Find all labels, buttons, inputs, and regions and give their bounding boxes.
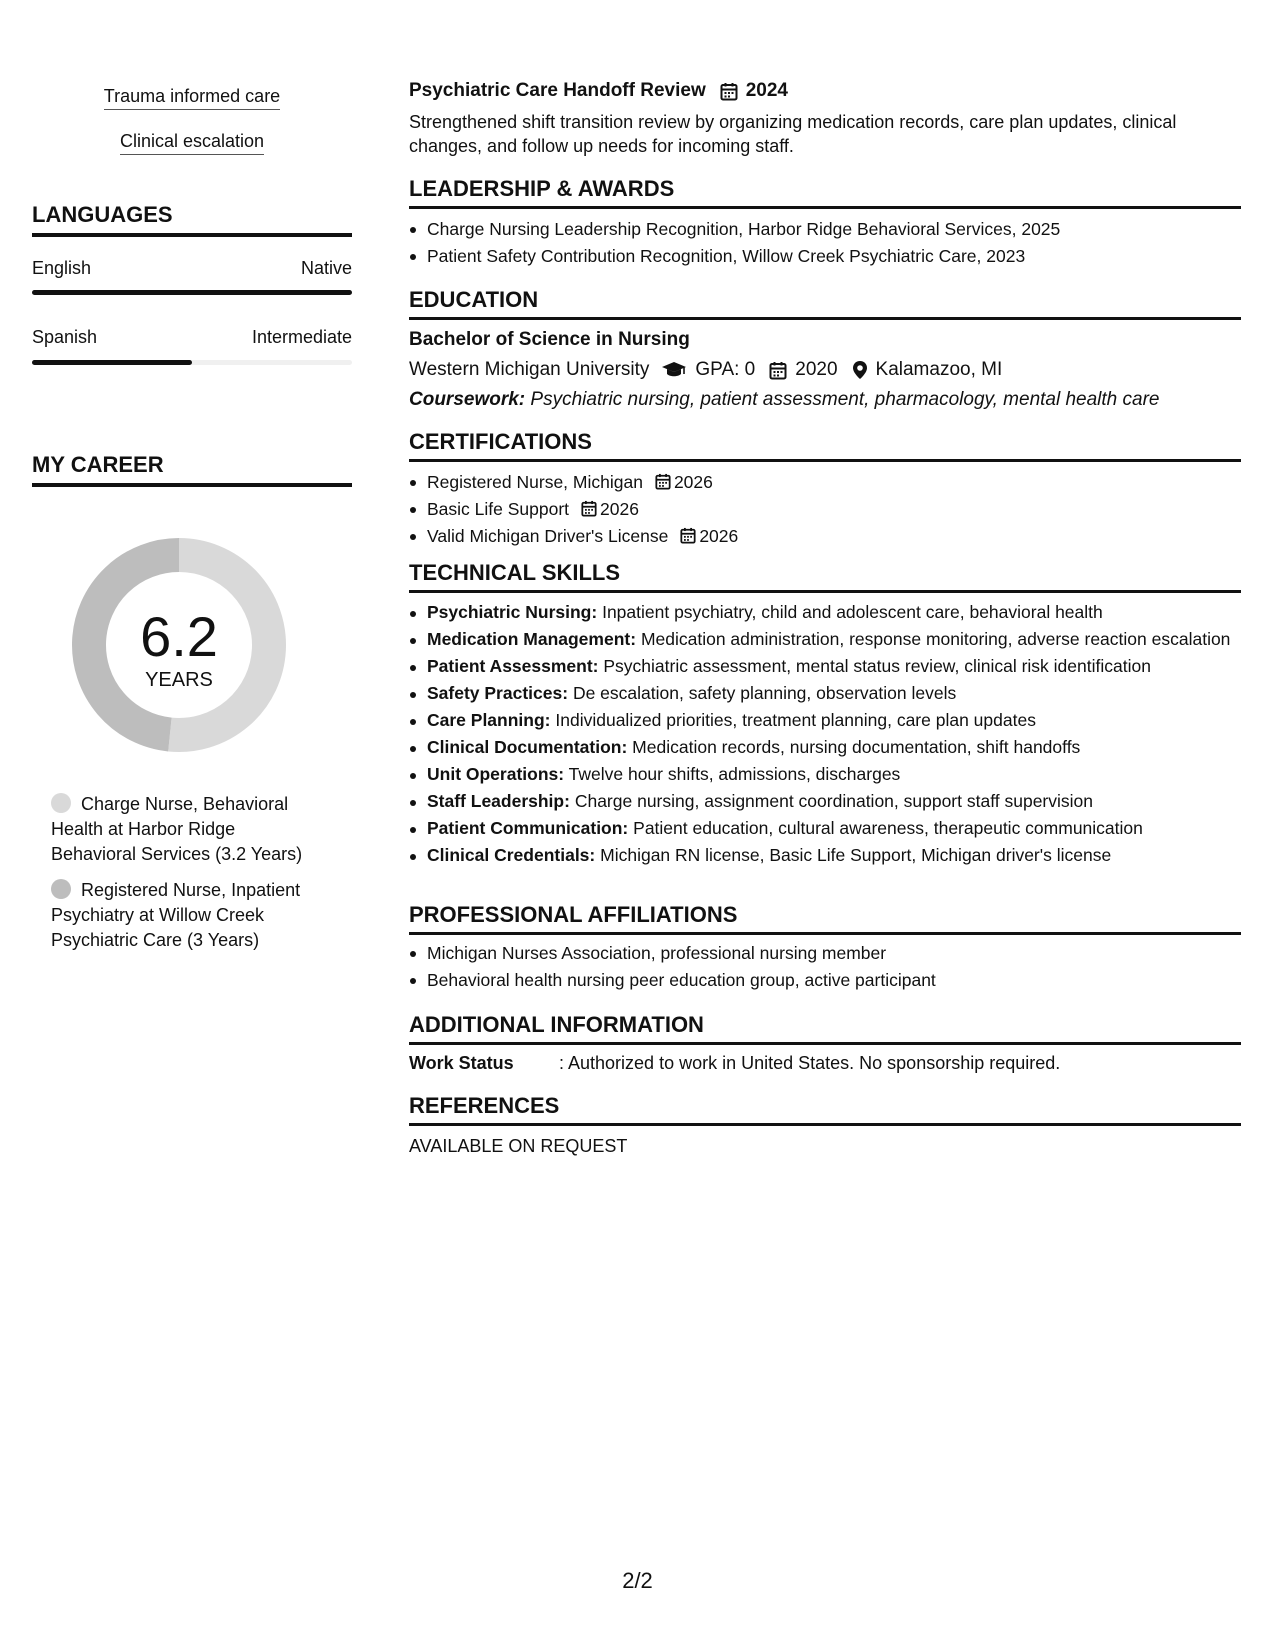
skill-label: Care Planning: — [427, 710, 551, 730]
skill-item — [427, 843, 1259, 867]
coursework-text: Psychiatric nursing, patient assessment, pharmacology, mental health care — [530, 389, 1160, 410]
coursework — [409, 389, 1241, 411]
skill-text: Psychiatric assessment, mental status review, clinical risk identification — [603, 656, 1151, 676]
calendar-icon — [720, 82, 738, 101]
language-row — [32, 327, 352, 348]
leadership-list — [409, 216, 1259, 270]
skill-item — [427, 600, 1259, 624]
education-heading: EDUCATION — [409, 287, 1241, 320]
certification-item — [427, 523, 1259, 550]
language-row — [32, 258, 352, 279]
certification-name: Valid Michigan Driver's License — [427, 526, 669, 546]
work-status-label: Work Status — [409, 1053, 514, 1073]
skill-label: Unit Operations: — [427, 764, 565, 784]
calendar-icon — [655, 473, 671, 490]
affiliations-heading: PROFESSIONAL AFFILIATIONS — [409, 902, 1241, 935]
skill-text: Individualized priorities, treatment planning, care plan updates — [555, 710, 1036, 730]
graduation-cap-icon — [661, 361, 687, 379]
languages-heading: LANGUAGES — [32, 202, 352, 237]
calendar-icon — [680, 527, 696, 544]
list-item: Behavioral health nursing peer education group, active participant — [427, 967, 1259, 994]
skill-text: Medication administration, response monitoring, adverse reaction escalation — [640, 629, 1231, 649]
skill-text: Twelve hour shifts, admissions, discharges — [568, 764, 901, 784]
career-item-label: Charge Nurse, Behavioral Health at Harbor Ridge Behavioral Services (3.2 Years) — [51, 794, 303, 864]
skill-label: Staff Leadership: — [427, 791, 570, 811]
career-item — [51, 878, 321, 953]
skill-text: De escalation, safety planning, observation levels — [572, 683, 957, 703]
technical-skills-heading: TECHNICAL SKILLS — [409, 560, 1241, 593]
skill-text: Michigan RN license, Basic Life Support, Michigan driver's license — [600, 845, 1112, 865]
skill-text: Medication records, nursing documentation, shift handoffs — [632, 737, 1081, 757]
gpa: GPA: 0 — [695, 359, 756, 380]
career-donut-chart — [66, 532, 292, 758]
certification-item — [427, 469, 1259, 496]
skill-tag: Clinical escalation — [32, 131, 352, 155]
certification-year: 2026 — [600, 499, 639, 519]
career-total-unit: YEARS — [145, 669, 213, 691]
affiliations-list — [409, 940, 1259, 994]
certifications-list — [409, 469, 1259, 550]
skill-item — [427, 654, 1259, 678]
skill-item — [427, 789, 1259, 813]
skill-item — [427, 735, 1259, 759]
legend-dot — [51, 879, 71, 899]
language-bar — [32, 290, 352, 295]
skill-text: Patient education, cultural awareness, therapeutic communication — [633, 818, 1143, 838]
work-status-row — [409, 1053, 1241, 1074]
list-item: Michigan Nurses Association, professional nursing member — [427, 940, 1259, 967]
career-total-value: 6.2 — [140, 605, 218, 668]
certification-name: Basic Life Support — [427, 499, 570, 519]
skill-label: Clinical Credentials: — [427, 845, 596, 865]
project-year: 2024 — [745, 80, 788, 101]
graduation-year: 2020 — [795, 359, 838, 380]
degree: Bachelor of Science in Nursing — [409, 329, 690, 350]
legend-dot — [51, 793, 71, 813]
skill-item — [427, 762, 1259, 786]
skill-item — [427, 708, 1259, 732]
references-text: AVAILABLE ON REQUEST — [409, 1136, 628, 1156]
school-name: Western Michigan University — [409, 359, 650, 380]
language-name: Spanish — [32, 327, 98, 347]
skill-item — [427, 627, 1259, 651]
leadership-heading: LEADERSHIP & AWARDS — [409, 176, 1241, 209]
skill-label: Safety Practices: — [427, 683, 569, 703]
career-item — [51, 792, 321, 867]
skill-label: Medication Management: — [427, 629, 637, 649]
coursework-label: Coursework: — [409, 389, 526, 410]
calendar-icon — [769, 361, 787, 380]
skill-label: Patient Assessment: — [427, 656, 599, 676]
career-heading: MY CAREER — [32, 452, 352, 487]
certification-item — [427, 496, 1259, 523]
skill-label: Patient Communication: — [427, 818, 629, 838]
page-number: 2/2 — [622, 1568, 653, 1593]
additional-info-heading: ADDITIONAL INFORMATION — [409, 1012, 1241, 1045]
skill-label: Clinical Documentation: — [427, 737, 628, 757]
calendar-icon — [581, 500, 597, 517]
language-bar-fill — [32, 290, 352, 295]
list-item: Patient Safety Contribution Recognition, Willow Creek Psychiatric Care, 2023 — [427, 243, 1259, 270]
skill-tag: Trauma informed care — [32, 86, 352, 110]
certification-name: Registered Nurse, Michigan — [427, 472, 643, 492]
language-bar-fill — [32, 360, 192, 365]
language-level: Native — [300, 258, 352, 278]
map-pin-icon — [852, 360, 868, 380]
school-location: Kalamazoo, MI — [875, 359, 1003, 380]
certification-year: 2026 — [673, 472, 713, 492]
skill-label: Psychiatric Nursing: — [427, 602, 598, 622]
language-level: Intermediate — [251, 327, 352, 347]
project-title-row — [409, 80, 1241, 102]
certifications-heading: CERTIFICATIONS — [409, 429, 1241, 462]
education-details — [409, 359, 1241, 381]
references-heading: REFERENCES — [409, 1093, 1241, 1126]
skill-item — [427, 816, 1259, 840]
technical-skills-list — [409, 600, 1259, 870]
project-description: Strengthened shift transition review by organizing medication records, care plan updates, clinical changes, and follow up needs for incoming staff. — [409, 112, 1177, 156]
language-name: English — [32, 258, 92, 278]
skill-text: Charge nursing, assignment coordination, support staff supervision — [574, 791, 1093, 811]
list-item: Charge Nursing Leadership Recognition, Harbor Ridge Behavioral Services, 2025 — [427, 216, 1259, 243]
work-status-value: : Authorized to work in United States. No sponsorship required. — [559, 1053, 1061, 1073]
language-bar — [32, 360, 352, 365]
career-item-label: Registered Nurse, Inpatient Psychiatry at Willow Creek Psychiatric Care (3 Years) — [51, 880, 301, 950]
certification-year: 2026 — [699, 526, 739, 546]
project-title: Psychiatric Care Handoff Review — [409, 80, 706, 101]
skill-item — [427, 681, 1259, 705]
skill-text: Inpatient psychiatry, child and adolescent care, behavioral health — [602, 602, 1103, 622]
